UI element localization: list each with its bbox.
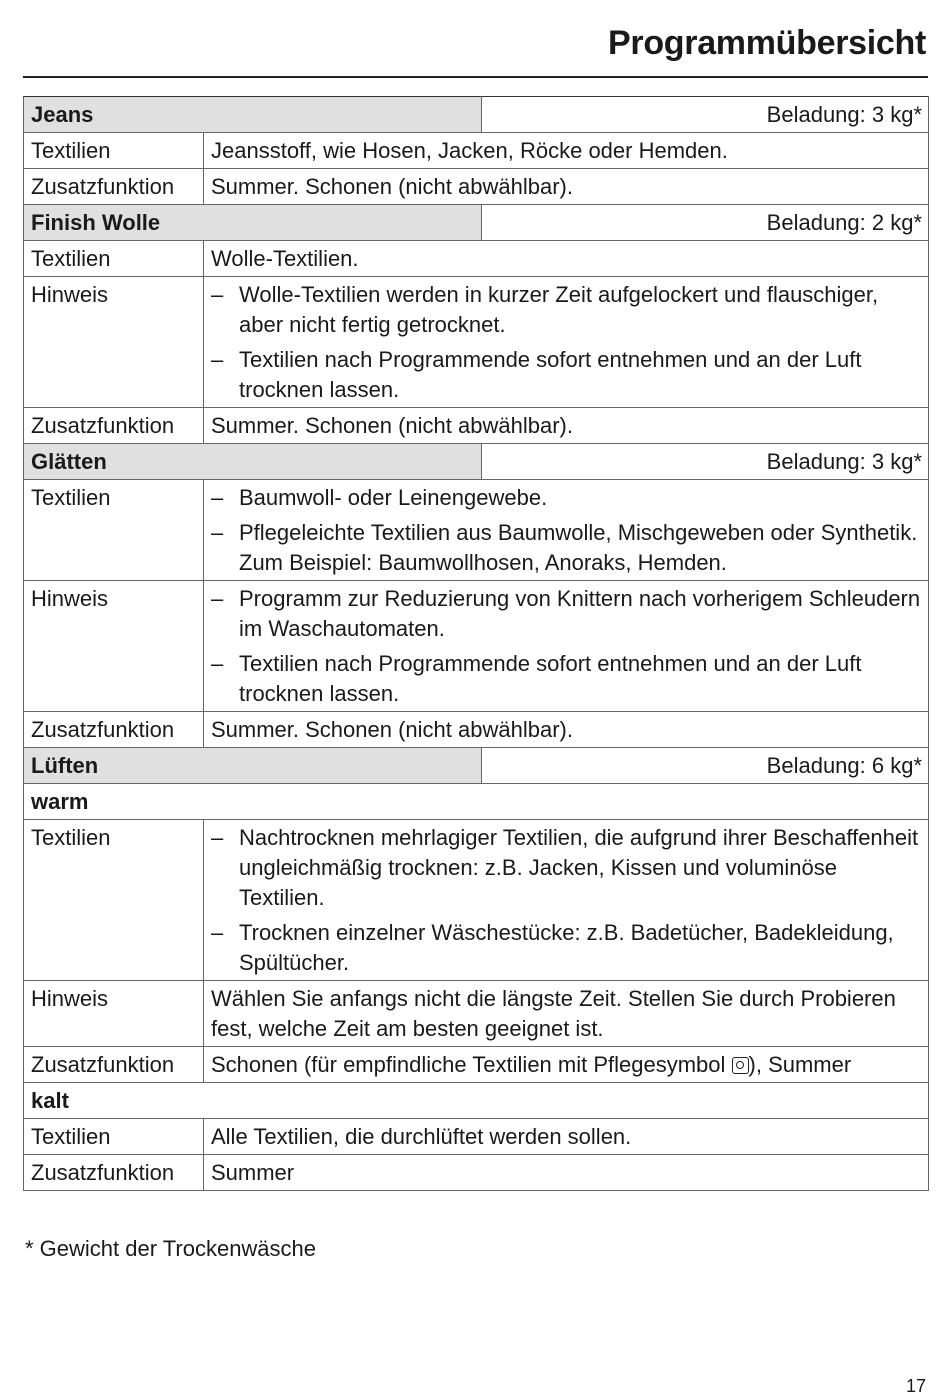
dash-list: [211, 823, 922, 978]
table-row: [24, 169, 929, 205]
row-label: Zusatzfunktion: [24, 408, 204, 444]
list-item: – Wolle-Textilien werden in kurzer Zeit aufgelockert und flauschiger, aber nicht fertig getrocknet.: [211, 280, 922, 340]
row-value: Summer. Schonen (nicht abwählbar).: [204, 408, 929, 444]
table-row: [24, 408, 929, 444]
program-header-lueften: [24, 748, 929, 784]
list-item: – Baumwoll- oder Leinengewebe.: [211, 483, 922, 513]
row-value: [204, 480, 929, 581]
row-value: [204, 277, 929, 408]
row-label: Hinweis: [24, 981, 204, 1047]
row-value: [204, 820, 929, 981]
table-row: [24, 480, 929, 581]
row-value: Wolle-Textilien.: [204, 241, 929, 277]
program-header-finish-wolle: [24, 205, 929, 241]
list-item: – Textilien nach Programmende sofort entnehmen und an der Luft trocknen lassen.: [211, 345, 922, 405]
program-load: Beladung: 3 kg*: [482, 97, 929, 133]
list-item: – Programm zur Reduzierung von Knittern nach vorherigem Schleudern im Waschautomaten.: [211, 584, 922, 644]
row-label: Textilien: [24, 241, 204, 277]
table-row: [24, 277, 929, 408]
program-load: Beladung: 2 kg*: [482, 205, 929, 241]
table-row: [24, 133, 929, 169]
row-value: [204, 581, 929, 712]
table-row: [24, 981, 929, 1047]
table-row: [24, 241, 929, 277]
dash-list: [211, 483, 922, 578]
row-value: Summer. Schonen (nicht abwählbar).: [204, 169, 929, 205]
table-row: [24, 820, 929, 981]
table-row: [24, 1155, 929, 1191]
row-value: Alle Textilien, die durchlüftet werden sollen.: [204, 1119, 929, 1155]
footnote: * Gewicht der Trockenwäsche: [25, 1236, 317, 1261]
subprogram-header-kalt: [24, 1083, 929, 1119]
program-name: Glätten: [24, 444, 482, 480]
gentle-care-symbol-icon: [732, 1057, 749, 1074]
page-number: 17: [905, 1376, 926, 1396]
dash-list: [211, 280, 922, 405]
row-label: Zusatzfunktion: [24, 1155, 204, 1191]
program-overview-table: [23, 96, 929, 1191]
list-item: – Nachtrocknen mehrlagiger Textilien, die aufgrund ihrer Beschaffenheit ungleichmäßig trocknen: z.B. Jacken, Kissen und voluminöse Textilien.: [211, 823, 922, 913]
row-value: Jeansstoff, wie Hosen, Jacken, Röcke oder Hemden.: [204, 133, 929, 169]
table-row: [24, 1047, 929, 1083]
table-row: [24, 581, 929, 712]
row-label: Textilien: [24, 480, 204, 581]
zusatz-text-before: Schonen (für empfindliche Textilien mit Pflegesymbol: [211, 1052, 732, 1077]
program-header-jeans: [24, 97, 929, 133]
program-header-glaetten: [24, 444, 929, 480]
row-label: Textilien: [24, 820, 204, 981]
zusatz-text-after: ), Summer: [748, 1052, 852, 1077]
row-value: [204, 1047, 929, 1083]
program-name: Lüften: [24, 748, 482, 784]
list-item: – Trocknen einzelner Wäschestücke: z.B. Badetücher, Badekleidung, Spültücher.: [211, 918, 922, 978]
row-value: Wählen Sie anfangs nicht die längste Zeit. Stellen Sie durch Probieren fest, welche Zeit am besten geeignet ist.: [204, 981, 929, 1047]
table-row: [24, 1119, 929, 1155]
row-label: Zusatzfunktion: [24, 169, 204, 205]
program-name: Jeans: [24, 97, 482, 133]
page-title: Programmübersicht: [608, 24, 926, 62]
program-name: Finish Wolle: [24, 205, 482, 241]
row-label: Zusatzfunktion: [24, 1047, 204, 1083]
row-value: Summer. Schonen (nicht abwählbar).: [204, 712, 929, 748]
program-load: Beladung: 6 kg*: [482, 748, 929, 784]
row-label: Textilien: [24, 133, 204, 169]
row-label: Hinweis: [24, 581, 204, 712]
program-load: Beladung: 3 kg*: [482, 444, 929, 480]
dash-list: [211, 584, 922, 709]
row-label: Hinweis: [24, 277, 204, 408]
subprogram-name: warm: [24, 784, 929, 820]
row-label: Zusatzfunktion: [24, 712, 204, 748]
row-value: Summer: [204, 1155, 929, 1191]
list-item: – Pflegeleichte Textilien aus Baumwolle, Mischgeweben oder Synthetik. Zum Beispiel: Baumwollhosen, Anoraks, Hemden.: [211, 518, 922, 578]
table-row: [24, 712, 929, 748]
list-item: – Textilien nach Programmende sofort entnehmen und an der Luft trocknen lassen.: [211, 649, 922, 709]
subprogram-name: kalt: [24, 1083, 929, 1119]
row-label: Textilien: [24, 1119, 204, 1155]
subprogram-header-warm: [24, 784, 929, 820]
title-divider: [23, 76, 928, 78]
